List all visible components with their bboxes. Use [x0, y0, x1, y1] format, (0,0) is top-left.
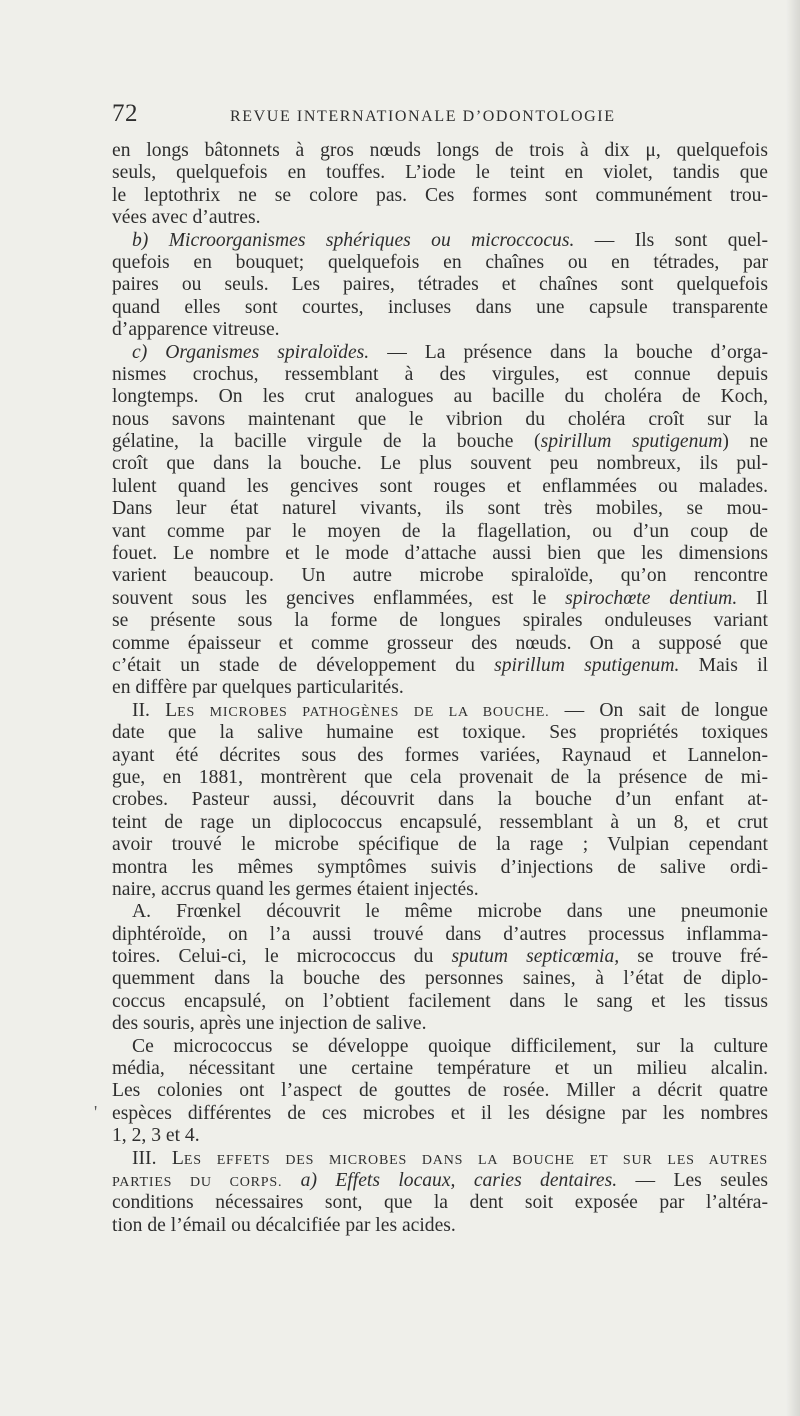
text-line	[112, 1103, 768, 1125]
italic-text: sputum septicœmia,	[451, 946, 620, 968]
text-line-content	[112, 879, 479, 900]
text-run: — Les seules	[617, 1169, 768, 1191]
text-line-content	[112, 1125, 200, 1146]
text-line-content	[112, 968, 768, 989]
page-header	[112, 100, 784, 134]
text-line-content	[112, 1013, 427, 1034]
text-line-content	[132, 700, 768, 721]
text-line-content	[112, 812, 768, 833]
text-line-content	[112, 924, 768, 945]
text-line	[112, 789, 768, 811]
text-line-content	[112, 745, 768, 766]
text-line-content	[112, 1080, 768, 1101]
text-run: varient beaucoup. Un autre microbe spiraloïde, qu’on rencontre	[112, 565, 768, 587]
text-line-content	[112, 476, 768, 497]
text-run: gélatine, la bacille virgule de la bouche (	[112, 431, 541, 453]
text-line	[112, 633, 768, 655]
text-line	[112, 1148, 768, 1170]
text-line-content	[112, 946, 768, 967]
text-run: paires ou seuls. Les paires, tétrades et chaînes sont quelquefois	[112, 274, 768, 296]
page-number: 72	[112, 100, 138, 127]
text-line-content	[112, 857, 768, 878]
text-line	[112, 879, 768, 901]
text-run: lulent quand les gencives sont rouges et enflammées ou malades.	[112, 475, 768, 497]
text-line	[112, 1192, 768, 1214]
text-line-content	[112, 1192, 768, 1213]
italic-text: spirillum sputigenum.	[494, 654, 680, 676]
small-caps-text: PARTIES DU CORPS.	[112, 1174, 283, 1190]
text-line	[112, 857, 768, 879]
text-line	[112, 297, 768, 319]
text-run: vées avec d’autres.	[112, 207, 261, 229]
text-line-content	[112, 364, 768, 385]
text-line-content	[112, 1103, 768, 1124]
text-run: A. Frœnkel découvrit le même microbe dans une pneumonie	[132, 901, 768, 923]
text-run: seuls, quelquefois en touffes. L’iode le teint en violet, tandis que	[112, 162, 768, 184]
text-run: longtemps. On les crut analogues au bacille du choléra de Koch,	[112, 386, 768, 408]
text-line	[112, 140, 768, 162]
text-line	[112, 1058, 768, 1080]
text-line-content	[112, 834, 768, 855]
text-line	[112, 610, 768, 632]
text-line	[112, 319, 768, 341]
text-line-content	[132, 342, 768, 363]
text-line-content	[112, 207, 261, 228]
text-line	[112, 1036, 768, 1058]
text-line-content	[112, 319, 280, 340]
text-run: le leptothrix ne se colore pas. Ces formes sont communément trou-	[112, 184, 768, 206]
text-run: se présente sous la forme de longues spirales onduleuses variant	[112, 610, 768, 632]
text-line-content	[112, 1215, 456, 1236]
text-run: se trouve fré-	[619, 946, 768, 968]
text-line-content	[112, 767, 768, 788]
text-run: ayant été décrites sous des formes variées, Raynaud et Lannelon-	[112, 744, 768, 766]
text-run: nous savons maintenant que le vibrion du choléra croît sur la	[112, 408, 768, 430]
text-line-content	[112, 1058, 768, 1079]
text-line	[112, 767, 768, 789]
text-line	[112, 386, 768, 408]
text-line	[112, 1080, 768, 1102]
text-run: ) ne	[722, 431, 768, 453]
margin-mark: '	[94, 1102, 98, 1122]
italic-text: spirochœte dentium.	[565, 587, 738, 609]
text-line	[112, 901, 768, 923]
italic-text: a) Effets locaux, caries dentaires.	[300, 1169, 618, 1191]
text-run: comme épaisseur et comme grosseur des nœuds. On a supposé que	[112, 632, 768, 654]
text-run: naire, accrus quand les germes étaient injectés.	[112, 878, 479, 900]
text-line-content	[112, 431, 768, 452]
text-run: gue, en 1881, montrèrent que cela provenait de la présence de mi-	[112, 766, 768, 788]
text-run: vant comme par le moyen de la flagellation, ou d’un coup de	[112, 520, 768, 542]
text-line-content	[132, 1036, 768, 1057]
text-line	[112, 834, 768, 856]
text-line	[112, 521, 768, 543]
text-line-content	[112, 655, 768, 676]
text-line	[112, 252, 768, 274]
text-run: Il	[737, 587, 768, 609]
small-caps-text: ES EFFETS DES MICROBES DANS LA BOUCHE ET SUR LES AUTRES	[183, 1152, 768, 1168]
text-line-content	[112, 722, 768, 743]
text-run: crobes. Pasteur aussi, découvrit dans la bouche d’un enfant at-	[112, 789, 768, 811]
text-line-content	[112, 565, 768, 586]
text-line	[112, 1013, 768, 1035]
text-line	[112, 185, 768, 207]
text-line-content	[112, 1170, 768, 1191]
text-run: Dans leur état naturel vivants, ils sont très mobiles, se mou-	[112, 498, 768, 520]
text-line-content	[112, 610, 768, 631]
text-run: Ce micrococcus se développe quoique difficilement, sur la culture	[132, 1035, 768, 1057]
text-run: quemment dans la bouche des personnes saines, à l’état de diplo-	[112, 968, 768, 990]
italic-text: c) Organismes spiraloïdes.	[132, 341, 370, 363]
text-line	[112, 946, 768, 968]
text-run: espèces différentes de ces microbes et il les désigne par les nombres	[112, 1102, 768, 1124]
text-run: III. L	[132, 1147, 184, 1169]
text-run: quand elles sont courtes, incluses dans une capsule transparente	[112, 296, 768, 318]
text-line	[112, 453, 768, 475]
text-line	[112, 968, 768, 990]
text-run: c’était un stade de développement du	[112, 654, 495, 676]
text-line-content	[112, 453, 768, 474]
text-line-content	[112, 991, 768, 1012]
text-line-content	[112, 588, 768, 609]
italic-text: spirillum sputigenum	[540, 431, 723, 453]
italic-text: b) Microorganismes sphériques ou microccocus.	[132, 229, 575, 251]
text-run: date que la salive humaine est toxique. Ses propriétés toxiques	[112, 722, 768, 744]
text-line	[112, 745, 768, 767]
text-run: souvent sous les gencives enflammées, est le	[112, 587, 566, 609]
text-line	[112, 700, 768, 722]
page-edge-shadow	[786, 0, 800, 1416]
text-line	[112, 364, 768, 386]
text-line	[112, 1125, 768, 1147]
text-line	[112, 274, 768, 296]
text-line	[112, 677, 768, 699]
text-run: Mais il	[679, 654, 768, 676]
text-run: en diffère par quelques particularités.	[112, 677, 404, 699]
text-run: toires. Celui-ci, le micrococcus du	[112, 946, 452, 968]
text-run	[282, 1170, 300, 1191]
text-line	[112, 207, 768, 229]
text-line	[112, 476, 768, 498]
text-line-content	[112, 252, 768, 273]
text-line	[112, 924, 768, 946]
text-run: diphtéroïde, on l’a aussi trouvé dans d’autres processus inflamma-	[112, 923, 768, 945]
text-run: coccus encapsulé, on l’obtient facilement dans le sang et les tissus	[112, 990, 768, 1012]
text-run: — On sait de longue	[549, 699, 768, 721]
text-line	[112, 565, 768, 587]
text-run: II. L	[132, 699, 178, 721]
text-run: média, nécessitant une certaine température et un milieu alcalin.	[112, 1058, 768, 1080]
text-run: des souris, après une injection de salive.	[112, 1013, 427, 1035]
text-run: — Ils sont quel-	[574, 229, 768, 251]
text-run: avoir trouvé le microbe spécifique de la rage ; Vulpian cependant	[112, 834, 768, 856]
text-line	[112, 1215, 768, 1237]
text-run: nismes crochus, ressemblant à des virgules, est connue depuis	[112, 363, 768, 385]
running-head: REVUE INTERNATIONALE D’ODONTOLOGIE	[230, 108, 616, 125]
text-line	[112, 588, 768, 610]
text-run: tion de l’émail ou décalcifiée par les acides.	[112, 1214, 456, 1236]
text-run: croît que dans la bouche. Le plus souvent peu nombreux, ils pul-	[112, 453, 768, 475]
text-line-content	[112, 162, 768, 183]
text-line-content	[132, 1148, 768, 1169]
text-run: en longs bâtonnets à gros nœuds longs de trois à dix μ, quelquefois	[112, 140, 768, 161]
text-line	[112, 431, 768, 453]
text-run: 1, 2, 3 et 4.	[112, 1125, 200, 1147]
text-line-content	[132, 230, 768, 251]
text-run: — La présence dans la bouche d’orga-	[369, 341, 768, 363]
text-line	[112, 230, 768, 252]
text-line-content	[112, 633, 768, 654]
text-line-content	[112, 274, 768, 295]
text-line-content	[112, 140, 768, 161]
text-line-content	[112, 409, 768, 430]
text-line	[112, 409, 768, 431]
text-line	[112, 498, 768, 520]
text-line-content	[112, 297, 768, 318]
text-line-content	[112, 789, 768, 810]
text-line	[112, 722, 768, 744]
text-line-content	[112, 543, 768, 564]
text-line	[112, 991, 768, 1013]
text-line	[112, 543, 768, 565]
text-line	[112, 812, 768, 834]
small-caps-text: ES MICROBES PATHOGÈNES DE LA BOUCHE.	[177, 704, 550, 720]
text-run: d’apparence vitreuse.	[112, 319, 280, 341]
text-run: conditions nécessaires sont, que la dent soit exposée par l’altéra-	[112, 1192, 768, 1214]
text-line	[112, 342, 768, 364]
text-line	[112, 1170, 768, 1192]
text-line	[112, 655, 768, 677]
text-run: montra les mêmes symptômes suivis d’injections de salive ordi-	[112, 856, 768, 878]
text-run: quefois en bouquet; quelquefois en chaînes ou en tétrades, par	[112, 251, 768, 273]
text-line-content	[112, 185, 768, 206]
text-line	[112, 162, 768, 184]
text-run: Les colonies ont l’aspect de gouttes de rosée. Miller a décrit quatre	[112, 1080, 768, 1102]
text-line-content	[112, 677, 404, 698]
text-run: teint de rage un diplococcus encapsulé, ressemblant à un 8, et crut	[112, 811, 768, 833]
text-line-content	[132, 901, 768, 922]
text-run: fouet. Le nombre et le mode d’attache aussi bien que les dimensions	[112, 543, 768, 565]
text-line-content	[112, 521, 768, 542]
text-line-content	[112, 498, 768, 519]
text-line-content	[112, 386, 768, 407]
body-text	[112, 140, 768, 1237]
